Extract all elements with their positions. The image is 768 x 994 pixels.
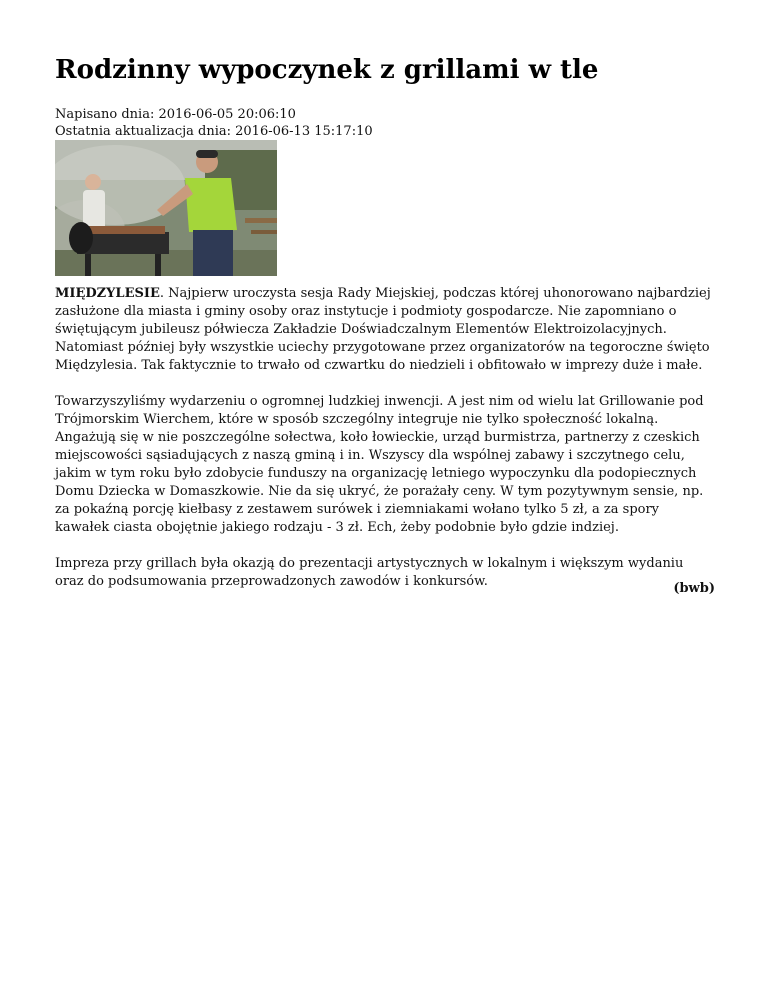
article-body (55, 285, 715, 609)
bench (245, 218, 277, 223)
article-photo (55, 140, 277, 276)
paragraph-1-text: . Najpierw uroczysta sesja Rady Miejskiej, podczas której uhonorowano najbardziej zasłużone dla miasta i gminy osoby oraz instytucje i podmioty gospodarcze. Nie zapomniano o świętującym jubileusz półwiecza Zakładzie Doświadczalnym Elementów Elektroizolacyjnych. Natomiast później były wszystkie uciechy przygotowane przez organizatorów na tegoroczne święto Międzylesia. Tak faktycznie to trwało od czwartku do niedzieli i obfitowało w imprezy duże i małe. (55, 286, 711, 373)
dateline-place: MIĘDZYLESIE (55, 286, 160, 301)
paragraph-3: Impreza przy grillach była okazją do prezentacji artystycznych w lokalnym i większym wydaniu oraz do podsumowania przeprowadzonych zawodów i konkursów. (55, 556, 684, 589)
article-title: Rodzinny wypoczynek z grillami w tle (55, 55, 599, 85)
article-meta (55, 106, 373, 140)
paragraph-2: Towarzyszyliśmy wydarzeniu o ogromnej ludzkiej inwencji. A jest nim od wielu lat Grillowanie pod Trójmorskim Wierchem, które w sposób szczególny integruje nie tylko społeczność lokalną. Angażują się w nie poszczególne sołectwa, koło łowieckie, urząd burmistrza, partnerzy z czeskich miejscowości sąsiadujących z naszą gminą i in. Wszyscy dla wspólnej zabawy i szczytnego celu, jakim w tym roku było zdobycie funduszy na organizację letniego wypoczynku dla podopiecznych Domu Dziecka w Domaszkowie. Nie da się ukryć, że porażały ceny. W tym pozytywnym sensie, np. za pokaźną porcję kiełbasy z zestawem surówek i ziemniakami wołano tylko 5 zł, a za spory kawałek ciasta obojętnie jakiego rodzaju - 3 zł. Ech, żeby podobnie było gdzie indziej. (55, 394, 704, 535)
jeans (193, 230, 233, 276)
published-date: Napisano dnia: 2016-06-05 20:06:10 (55, 107, 296, 122)
updated-date: Ostatnia aktualizacja dnia: 2016-06-13 15:17:10 (55, 124, 373, 139)
paragraph-1 (55, 285, 715, 375)
person-right-hair (196, 150, 218, 158)
sausages (81, 226, 165, 234)
green-shirt (185, 178, 237, 232)
grill-photo-illustration (55, 140, 277, 276)
grill-leg-left (85, 254, 91, 276)
person-left-head (85, 174, 101, 190)
grill-lid (69, 222, 93, 254)
grill-leg-right (155, 254, 161, 276)
bench-lower (251, 230, 277, 234)
author-signature: (bwb) (673, 581, 715, 596)
